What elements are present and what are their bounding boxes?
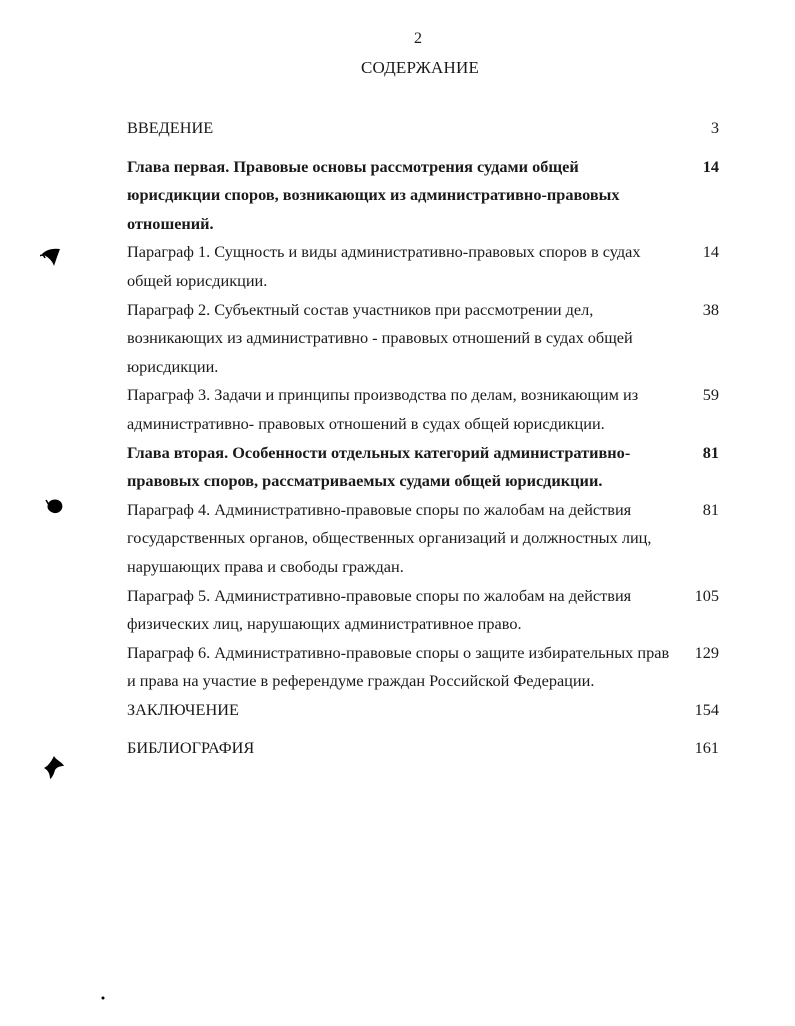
page-number: 2: [414, 30, 422, 47]
toc-entry-text: Параграф 1. Сущность и виды административно-правовых споров в судах общей юрисдикции.: [127, 242, 641, 290]
toc-entry-page: 14: [702, 242, 719, 262]
toc-entry-section-5: [127, 582, 719, 639]
toc-entry-bibliography: [127, 734, 719, 763]
toc-entry-section-4: [127, 496, 719, 582]
toc-entry-introduction: [127, 114, 719, 143]
toc-entry-text: ВВЕДЕНИЕ: [127, 118, 214, 137]
toc-entry-text: БИБЛИОГРАФИЯ: [127, 738, 255, 758]
toc-entry-conclusion: [127, 696, 719, 725]
toc-entry-section-3: [127, 381, 719, 438]
toc-entry-page: 81: [702, 442, 719, 462]
toc-entry-text: Параграф 6. Административно-правовые споры о защите избирательных прав и права на участие в референдуме граждан Российской Федерации.: [127, 642, 670, 691]
toc-entry-chapter-1: [127, 153, 719, 239]
toc-entry-text: ЗАКЛЮЧЕНИЕ: [127, 699, 239, 719]
toc-entry-chapter-2: [127, 439, 719, 496]
toc-entry-text: Параграф 3. Задачи и принципы производства по делам, возникающим из административно- правовых отношений в судах общей юрисдикции.: [127, 385, 639, 433]
toc-entry-page: 105: [694, 585, 719, 605]
toc-entry-text: Глава первая. Правовые основы рассмотрения судами общей юрисдикции споров, возникающих из административно-правовых отношений.: [127, 156, 620, 233]
toc-entry-text: Параграф 4. Административно-правовые споры по жалобам на действия государственных органов, общественных организаций и должностных лиц, нарушающих права и свободы граждан.: [127, 499, 652, 576]
toc-entry-page: 38: [702, 299, 719, 319]
toc-entry-page: 14: [702, 156, 719, 176]
toc-entry-page: 81: [702, 499, 719, 519]
scan-speck: [101, 996, 105, 1000]
toc-entry-page: 3: [710, 118, 719, 137]
toc-entry-section-6: [127, 639, 719, 696]
scan-speck: [44, 496, 66, 516]
toc-entry-text: Параграф 2. Субъектный состав участников при рассмотрении дел, возникающих из административно - правовых отношений в судах общей юрисдикции.: [127, 299, 633, 376]
toc-entry-page: 129: [694, 642, 719, 662]
table-of-contents: [127, 114, 719, 763]
toc-entry-section-2: [127, 296, 719, 382]
toc-entry-text: Параграф 5. Административно-правовые споры по жалобам на действия физических лиц, нарушающих административное право.: [127, 585, 632, 634]
page-title: СОДЕРЖАНИЕ: [360, 58, 480, 77]
toc-entry-page: 161: [694, 738, 719, 758]
toc-entry-section-1: [127, 238, 719, 295]
toc-entry-page: 154: [694, 699, 719, 719]
scan-speck: [42, 754, 66, 780]
toc-entry-text: Глава вторая. Особенности отдельных категорий административно-правовых споров, рассматриваемых судами общей юрисдикции.: [127, 442, 631, 491]
toc-entry-page: 59: [702, 385, 719, 405]
scan-speck: [40, 246, 64, 268]
